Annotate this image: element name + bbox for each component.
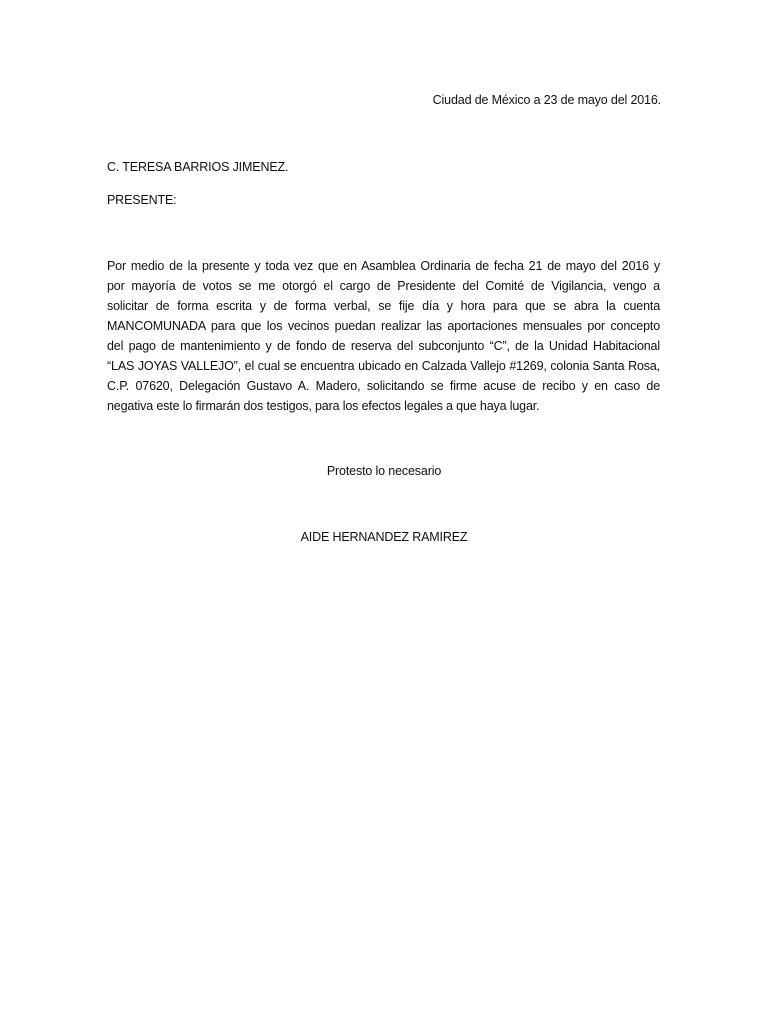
letter-body [107,256,660,416]
body-line: Por medio de la presente y toda vez que en Asamblea Ordinaria de fecha 21 de mayo del 2016 y [107,259,660,273]
body-line: del pago de mantenimiento y de fondo de reserva del subconjunto “C”, de la Unidad Habitacional [107,339,660,353]
body-line: negativa este lo firmarán dos testigos, para los efectos legales a que haya lugar. [107,399,540,413]
body-line: MANCOMUNADA para que los vecinos puedan realizar las aportaciones mensuales por concepto [107,319,660,333]
body-line: C.P. 07620, Delegación Gustavo A. Madero, solicitando se firme acuse de recibo y en caso de [107,379,660,393]
body-line: por mayoría de votos se me otorgó el cargo de Presidente del Comité de Vigilancia, vengo a [107,279,660,293]
salutation: PRESENTE: [107,193,177,207]
signer-name: AIDE HERNANDEZ RAMIREZ [300,530,468,544]
place-date: Ciudad de México a 23 de mayo del 2016. [432,93,661,107]
body-line: solicitar de forma escrita y de forma verbal, se fije día y hora para que se abra la cuenta [107,299,660,313]
body-line: “LAS JOYAS VALLEJO”, el cual se encuentra ubicado en Calzada Vallejo #1269, colonia Santa Rosa, [107,359,660,373]
closing-phrase: Protesto lo necesario [326,464,442,478]
recipient-name: C. TERESA BARRIOS JIMENEZ. [107,160,289,174]
